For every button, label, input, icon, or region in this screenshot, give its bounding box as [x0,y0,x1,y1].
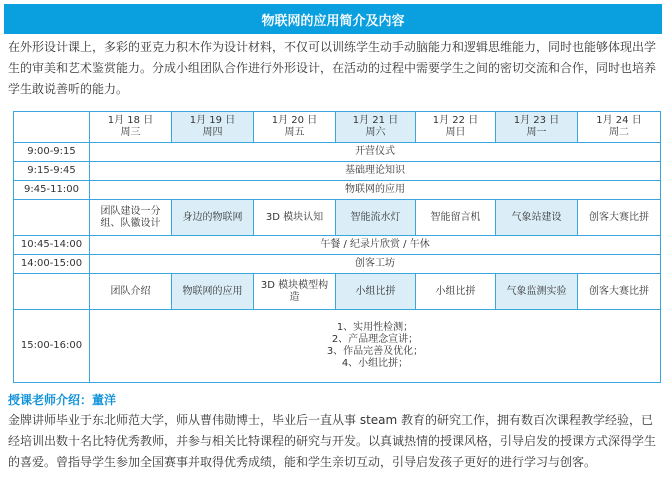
activity-cell: 物联网的应用 [172,274,254,310]
activity-cell: 创客工坊 [90,255,661,274]
time-cell: 9:00-9:15 [14,143,90,162]
time-cell: 10:45-14:00 [14,236,90,255]
weekday-label: 周三 [120,127,141,138]
date-label: 1月 19 日 [189,115,236,126]
date-label: 1月 24 日 [596,115,642,126]
schedule-row [14,274,661,310]
header-day-6 [496,112,578,143]
weekday-label: 周二 [609,127,629,138]
schedule-row [14,143,661,162]
activity-cell: 智能流水灯 [336,200,416,236]
activity-cell: 创客大赛比拼 [578,200,661,236]
activity-cell: 团队介绍 [90,274,172,310]
header-day-4 [336,112,416,143]
weekday-label: 周六 [365,127,386,138]
activity-list-cell [90,310,661,383]
activity-cell: 开营仪式 [90,143,661,162]
time-cell: 9:15-9:45 [14,162,90,181]
list-item: 4、小组比拼； [341,358,409,369]
activity-cell: 3D 模块模型构造 [254,274,336,310]
schedule-row [14,236,661,255]
activity-cell: 气象站建设 [496,200,578,236]
schedule-table [13,111,661,383]
schedule-row [14,181,661,200]
header-day-5 [416,112,496,143]
date-label: 1月 20 日 [271,115,318,126]
activity-cell: 身边的物联网 [172,200,254,236]
schedule-row [14,162,661,181]
teacher-heading: 授课老师介绍：董洋 [8,393,117,407]
time-cell: 14:00-15:00 [14,255,90,274]
list-item: 1、实用性检测； [336,322,414,333]
header-day-2 [172,112,254,143]
time-cell [14,200,90,236]
activity-cell: 3D 模块认知 [254,200,336,236]
page-title: 物联网的应用简介及内容 [4,4,662,34]
header-row [14,112,661,143]
schedule-row [14,255,661,274]
header-day-3 [254,112,336,143]
corner-cell [14,112,90,143]
header-day-1 [90,112,172,143]
weekday-label: 周一 [526,127,547,138]
date-label: 1月 21 日 [352,115,399,126]
intro-paragraph: 在外形设计课上，多彩的亚克力积木作为设计材料，不仅可以训练学生动手动脑能力和逻辑思维能力，同时也能够体现出学生的审美和艺术鉴赏能力。分成小组团队合作进行外形设计，在活动的过程中需要学生之间的密切交流和合作，同时也培养学生敢说善听的能力。 [8,40,657,96]
list-item: 3、作品完善及优化； [326,346,424,357]
date-label: 1月 18 日 [107,115,154,126]
date-label: 1月 22 日 [432,115,479,126]
list-item: 2、产品理念宣讲； [331,334,419,345]
activity-cell: 基础理论知识 [90,162,661,181]
time-cell [14,274,90,310]
activity-cell: 智能留言机 [416,200,496,236]
activity-cell: 气象监测实验 [496,274,578,310]
activity-cell: 午餐 / 纪录片欣赏 / 午休 [90,236,661,255]
weekday-label: 周四 [202,127,223,138]
date-label: 1月 23 日 [513,115,560,126]
teacher-bio: 金牌讲师毕业于东北师范大学，师从曹伟勋博士，毕业后一直从事 steam 教育的研究工作，拥有数百次课程教学经验，已经培训出数十名比特优秀教师，并参与相关比特课程的研究与开发。以真诚热情的授课风格，引导启发的授课方式深得学生的喜爱。曾指导学生参加全国赛事并取得优秀成绩，能和学生亲切互动，引导启发孩子更好的进行学习与创客。 [8,413,657,469]
weekday-label: 周五 [284,127,305,138]
activity-cell: 物联网的应用 [90,181,661,200]
header-day-7 [578,112,661,143]
activity-cell: 团队建设一分组、队徽设计 [90,200,172,236]
activity-cell: 小组比拼 [416,274,496,310]
weekday-label: 周日 [445,127,466,138]
schedule-row [14,200,661,236]
time-cell: 9:45-11:00 [14,181,90,200]
time-cell: 15:00-16:00 [14,310,90,383]
activity-cell: 创客大赛比拼 [578,274,661,310]
schedule-row [14,310,661,383]
activity-cell: 小组比拼 [336,274,416,310]
